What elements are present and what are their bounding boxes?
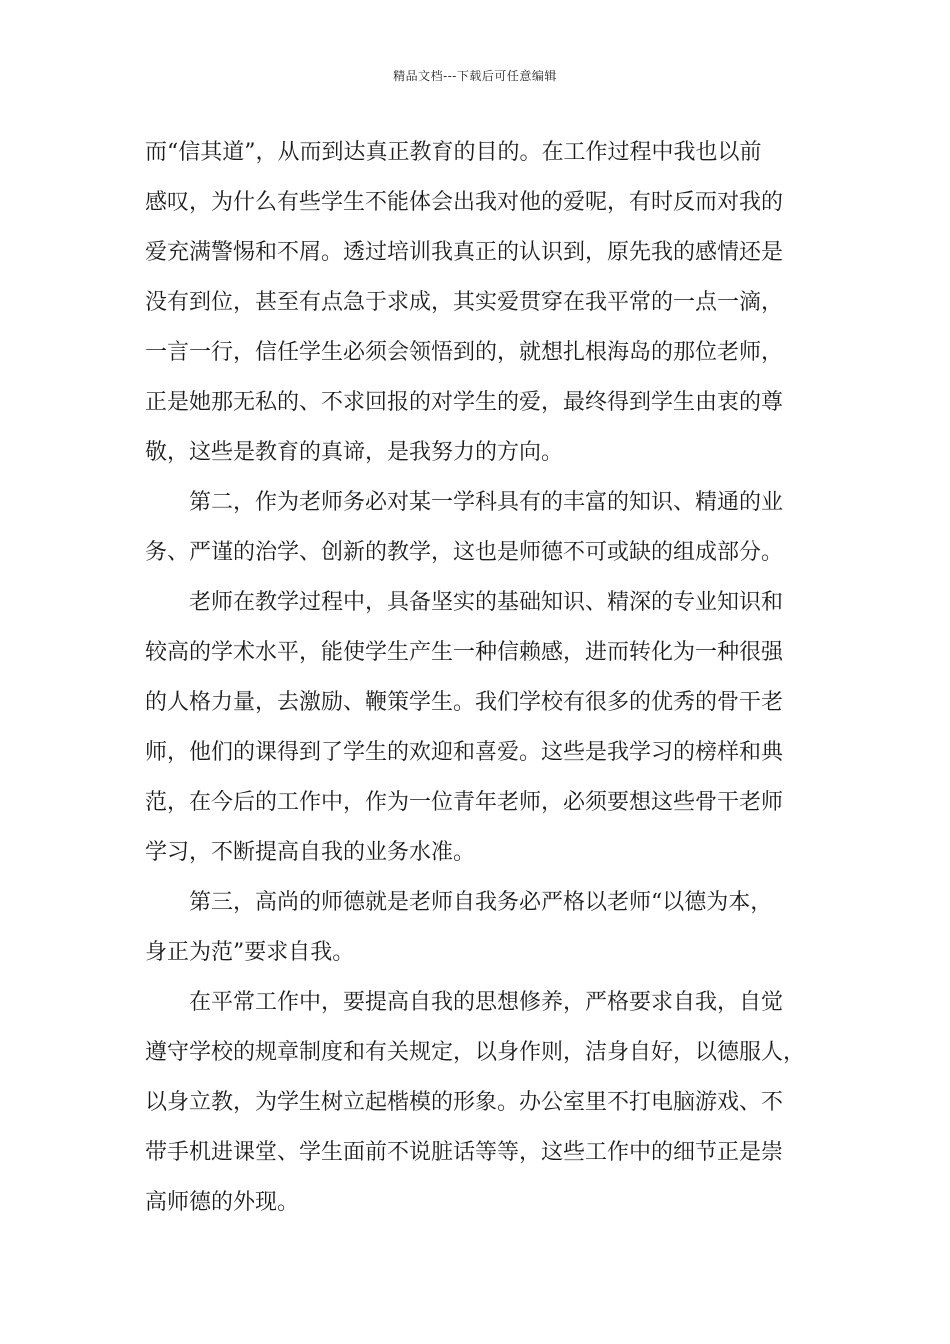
paragraph-start-line: 老师在教学过程中，具备坚实的基础知识、精深的专业知识和	[189, 590, 784, 615]
text-line: 带手机进课堂、学生面前不说脏话等等，这些工作中的细节正是崇	[145, 1140, 784, 1165]
text-line: 敬，这些是教育的真谛，是我努力的方向。	[145, 440, 564, 465]
text-line: 没有到位，甚至有点急于求成，其实爱贯穿在我平常的一点一滴，	[145, 290, 784, 315]
text-line: 学习，不断提高自我的业务水准。	[145, 840, 476, 865]
text-line: 高师德的外现。	[145, 1190, 300, 1215]
text-line: 以身立教，为学生树立起楷模的形象。办公室里不打电脑游戏、不	[145, 1090, 784, 1115]
text-line: 爱充满警惕和不屑。透过培训我真正的认识到，原先我的感情还是	[145, 240, 784, 265]
paragraph-start-line: 第二，作为老师务必对某一学科具有的丰富的知识、精通的业	[189, 490, 784, 515]
text-line: 范，在今后的工作中，作为一位青年老师，必须要想这些骨干老师	[145, 790, 784, 815]
page-header: 精品文档---下载后可任意编辑	[393, 69, 557, 83]
text-line: 感叹，为什么有些学生不能体会出我对他的爱呢，有时反而对我的	[145, 190, 784, 215]
text-line: 的人格力量，去激励、鞭策学生。我们学校有很多的优秀的骨干老	[145, 690, 784, 715]
document-body	[145, 128, 815, 1228]
paragraph-start-line: 第三，高尚的师德就是老师自我务必严格以老师“以德为本，	[189, 890, 773, 915]
text-line: 一言一行，信任学生必须会领悟到的，就想扎根海岛的那位老师，	[145, 340, 784, 365]
text-line: 身正为范”要求自我。	[145, 940, 355, 965]
paragraph-start-line: 在平常工作中，要提高自我的思想修养，严格要求自我，自觉	[189, 990, 784, 1015]
text-line: 师，他们的课得到了学生的欢迎和喜爱。这些是我学习的榜样和典	[145, 740, 784, 765]
text-line: 正是她那无私的、不求回报的对学生的爱，最终得到学生由衷的尊	[145, 390, 784, 415]
text-line: 较高的学术水平，能使学生产生一种信赖感，进而转化为一种很强	[145, 640, 784, 665]
text-line: 而“信其道”，从而到达真正教育的目的。在工作过程中我也以前	[145, 140, 762, 165]
text-line: 务、严谨的治学、创新的教学，这也是师德不可或缺的组成部分。	[145, 540, 784, 565]
text-line: 遵守学校的规章制度和有关规定，以身作则，洁身自好，以德服人，	[145, 1040, 806, 1065]
